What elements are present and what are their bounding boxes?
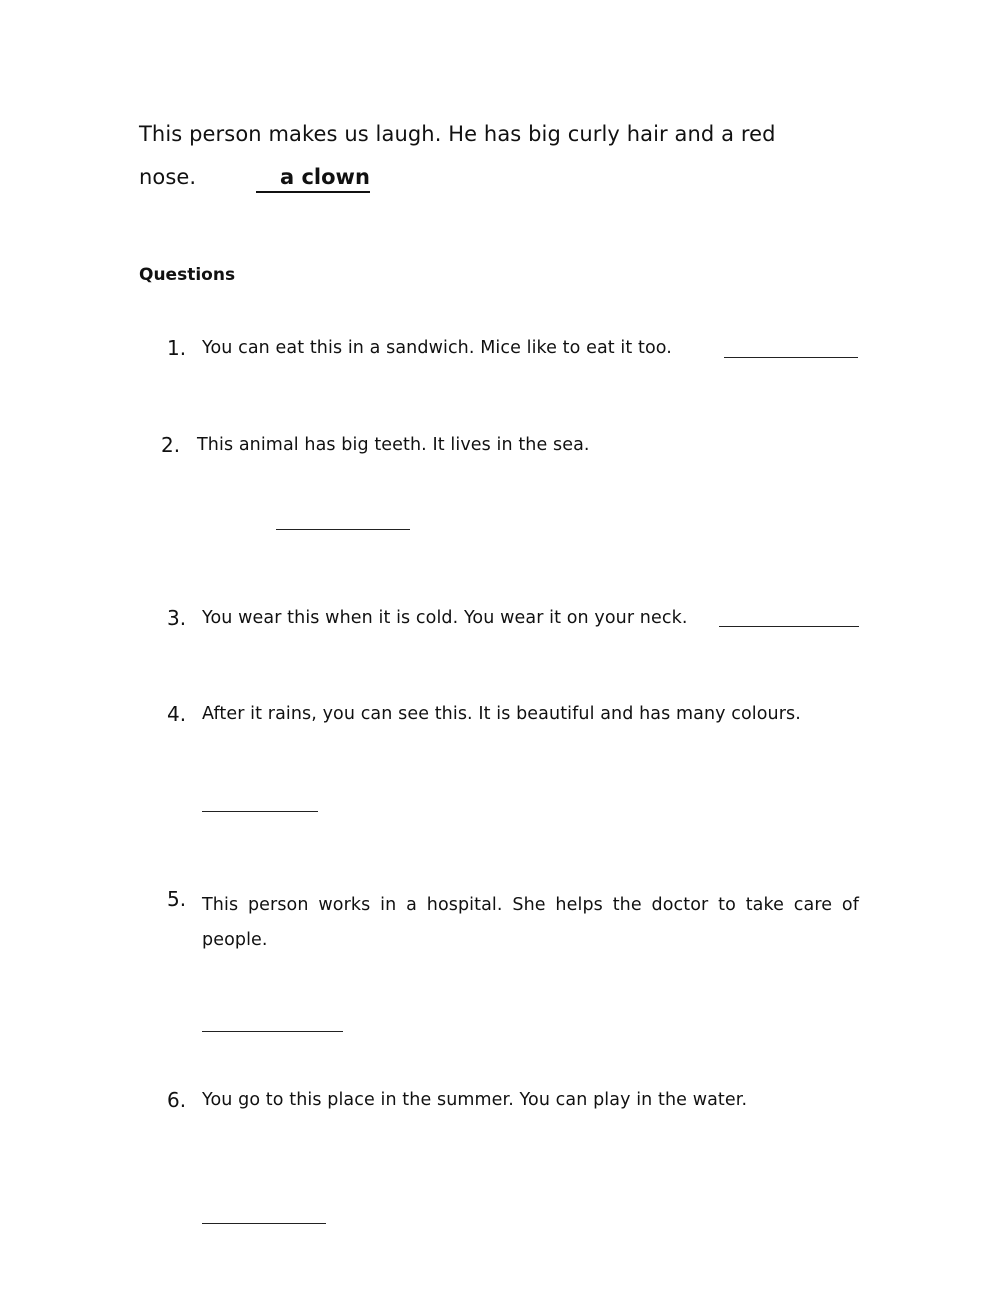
question-1-number: 1. (167, 336, 187, 360)
example-sentence-line-2: nose. (139, 165, 197, 189)
question-5-number: 5. (167, 887, 187, 911)
example-answer: a clown (256, 165, 370, 193)
question-2-number: 2. (161, 433, 181, 457)
question-4-number: 4. (167, 702, 187, 726)
question-4-text: After it rains, you can see this. It is beautiful and has many colours. (202, 704, 801, 724)
question-6-text: You go to this place in the summer. You can play in the water. (202, 1090, 748, 1110)
question-5-text: This person works in a hospital. She helps the doctor to take care of people. (202, 895, 859, 950)
question-1-text: You can eat this in a sandwich. Mice like to eat it too. (202, 338, 672, 358)
question-5-answer-blank[interactable] (202, 1031, 343, 1032)
question-3-number: 3. (167, 606, 187, 630)
question-1-answer-blank[interactable] (724, 357, 858, 358)
question-6-answer-blank[interactable] (202, 1223, 326, 1224)
questions-heading: Questions (139, 265, 236, 285)
question-3-answer-blank[interactable] (719, 626, 859, 627)
example-sentence-line-1: This person makes us laugh. He has big curly hair and a red (139, 122, 776, 146)
question-2-answer-blank[interactable] (276, 529, 410, 530)
question-3-text: You wear this when it is cold. You wear it on your neck. (202, 608, 688, 628)
question-2-text: This animal has big teeth. It lives in the sea. (197, 435, 590, 455)
question-4-answer-blank[interactable] (202, 811, 318, 812)
question-6-number: 6. (167, 1088, 187, 1112)
